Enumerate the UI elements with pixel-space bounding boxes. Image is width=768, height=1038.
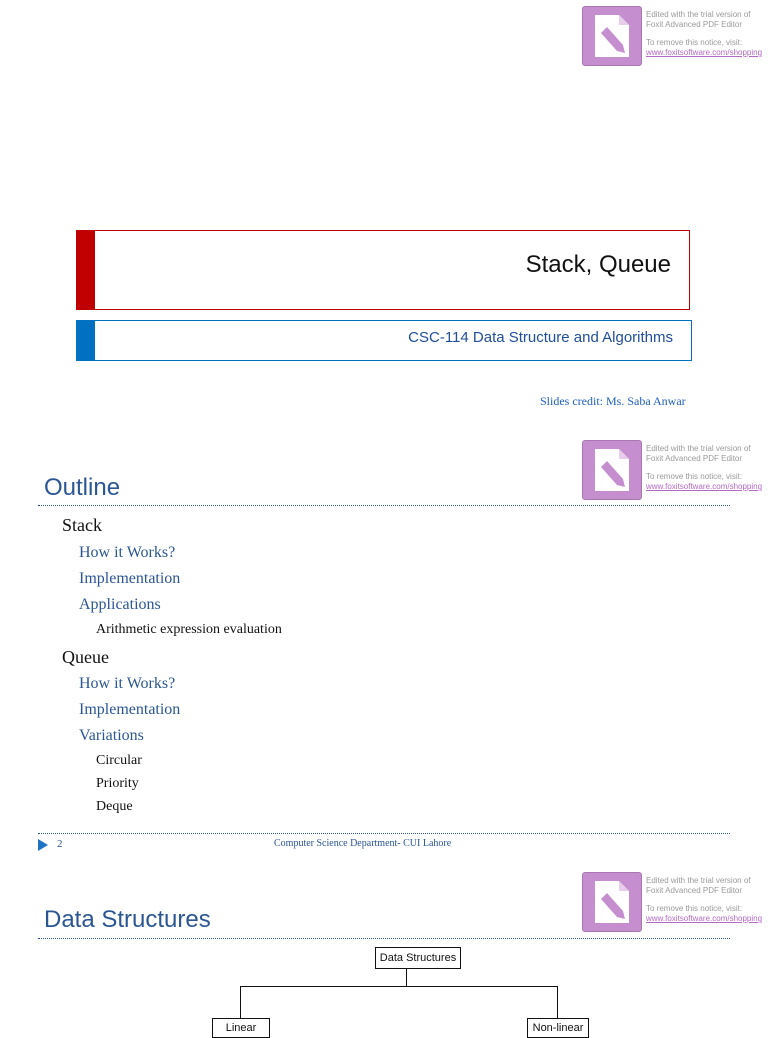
foxit-pencil-icon <box>582 6 642 66</box>
watermark-line2: Foxit Advanced PDF Editor <box>646 20 743 29</box>
outline-item: Implementation <box>79 701 181 718</box>
connector-line <box>240 986 558 987</box>
slide-subtitle: CSC-114 Data Structure and Algorithms <box>408 329 673 346</box>
outline-item: Deque <box>96 799 133 814</box>
subtitle-accent-bar <box>76 320 95 361</box>
watermark-line1: Edited with the trial version of <box>646 10 751 19</box>
watermark-link[interactable]: www.foxitsoftware.com/shopping <box>646 48 763 57</box>
watermark-line3: To remove this notice, visit: <box>646 472 743 481</box>
foxit-pencil-icon <box>582 872 642 932</box>
diagram-root-node: Data Structures <box>375 947 461 969</box>
watermark-link[interactable]: www.foxitsoftware.com/shopping <box>646 914 763 923</box>
diagram-nonlinear-node: Non-linear <box>527 1018 589 1038</box>
outline-item: Applications <box>79 596 161 613</box>
outline-item: Circular <box>96 753 142 768</box>
subtitle-box <box>76 320 692 361</box>
outline-item: Arithmetic expression evaluation <box>96 622 282 637</box>
slide-title: Stack, Queue <box>525 251 671 278</box>
watermark-line1: Edited with the trial version of <box>646 444 751 453</box>
triangle-arrow-icon <box>38 839 48 851</box>
title-divider <box>38 505 730 506</box>
outline-title: Outline <box>44 474 121 501</box>
outline-item: Stack <box>62 515 102 535</box>
outline-item: Priority <box>96 776 139 791</box>
watermark-line2: Foxit Advanced PDF Editor <box>646 886 743 895</box>
foxit-watermark <box>582 6 762 70</box>
connector-line <box>240 986 241 1018</box>
outline-item: How it Works? <box>79 544 176 561</box>
watermark-line3: To remove this notice, visit: <box>646 38 743 47</box>
footer-divider <box>38 833 730 834</box>
foxit-watermark <box>582 440 762 504</box>
foxit-watermark <box>582 872 762 936</box>
connector-line <box>557 986 558 1018</box>
title-box <box>76 230 690 310</box>
outline-item: Implementation <box>79 570 181 587</box>
title-accent-bar <box>76 230 95 310</box>
outline-item: How it Works? <box>79 675 176 692</box>
data-structures-title: Data Structures <box>44 906 211 933</box>
page-number: 2 <box>57 838 63 850</box>
outline-item: Queue <box>62 647 109 667</box>
watermark-link[interactable]: www.foxitsoftware.com/shopping <box>646 482 763 491</box>
outline-item: Variations <box>79 727 144 744</box>
title-divider <box>38 938 730 939</box>
connector-line <box>406 969 407 986</box>
foxit-pencil-icon <box>582 440 642 500</box>
slides-credit: Slides credit: Ms. Saba Anwar <box>540 394 686 408</box>
footer-text: Computer Science Department- CUI Lahore <box>274 838 452 849</box>
diagram-linear-node: Linear <box>212 1018 270 1038</box>
watermark-line2: Foxit Advanced PDF Editor <box>646 454 743 463</box>
watermark-line3: To remove this notice, visit: <box>646 904 743 913</box>
watermark-line1: Edited with the trial version of <box>646 876 751 885</box>
